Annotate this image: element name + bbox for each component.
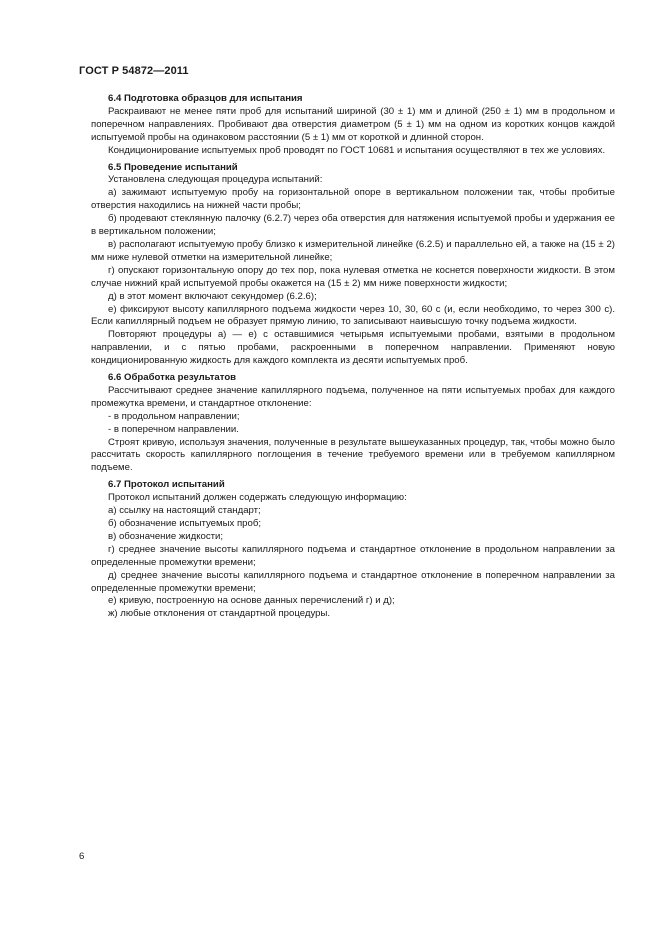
paragraph: Установлена следующая процедура испытаний: <box>108 174 323 186</box>
list-item: б) продевают стеклянную палочку (6.2.7) через оба отверстия для натяжения испытуемой пробы и удержания ее в вертикальном положении; <box>91 213 615 238</box>
list-item: г) опускают горизонтальную опору до тех пор, пока нулевая отметка не коснется поверхности жидкости. В этом случае нижний край испытуемой пробы окажется на (15 ± 2) мм ниже поверхности жидкости; <box>91 264 615 289</box>
section-heading: 6.6 Обработка результатов <box>108 372 237 384</box>
page-number: 6 <box>79 851 85 862</box>
list-item: е) фиксируют высоту капиллярного подъема жидкости через 10, 30, 60 с (и, если необходимо, то через 300 с). Если капиллярный подъем не образует прямую линию, то записывают наивысшую точку подъема жидкости. <box>91 303 615 328</box>
section-6-5 <box>91 162 615 369</box>
list-item: ж) любые отклонения от стандартной процедуры. <box>108 608 331 620</box>
paragraph: Рассчитывают среднее значение капиллярного подъема, полученное на пяти испытуемых пробах для каждого промежутка времени, и стандартное отклонение: <box>91 384 615 409</box>
paragraph: Раскраивают не менее пяти проб для испытаний шириной (30 ± 1) мм и длиной (250 ± 1) мм в продольном и поперечном направлениях. Пробивают два отверстия диаметром (5 ± 1) мм на одном из коротких концов каждой испытуемой пробы на одинаковом расстоянии (5 ± 1) мм от короткой и длинной сторон. <box>91 105 615 143</box>
section-6-4 <box>91 93 615 158</box>
list-item: е) кривую, построенную на основе данных перечислений г) и д); <box>108 595 395 607</box>
paragraph: Кондиционирование испытуемых проб проводят по ГОСТ 10681 и испытания осуществляют в тех же условиях. <box>108 144 606 156</box>
paragraph: Строят кривую, используя значения, полученные в результате вышеуказанных процедур, так, чтобы можно было рассчитать скорость капиллярного поглощения в течение требуемого времени или в требуемом капиллярном подъеме. <box>91 436 615 474</box>
list-item: а) ссылку на настоящий стандарт; <box>108 505 261 517</box>
list-item: б) обозначение испытуемых проб; <box>108 518 261 529</box>
section-heading: 6.5 Проведение испытаний <box>108 161 238 173</box>
dash-list-item: - в продольном направлении; <box>108 410 240 422</box>
section-6-7 <box>91 479 615 621</box>
section-heading: 6.7 Протокол испытаний <box>108 479 225 491</box>
list-item: д) в этот момент включают секундомер (6.2.6); <box>108 290 317 302</box>
document-body <box>91 93 615 621</box>
dash-list-item: - в поперечном направлении. <box>108 423 239 435</box>
document-header: ГОСТ Р 54872—2011 <box>79 65 189 77</box>
list-item: в) обозначение жидкости; <box>108 530 224 542</box>
list-item: д) среднее значение высоты капиллярного подъема и стандартное отклонение в поперечном направлении за определенные промежутки времени; <box>91 569 615 594</box>
paragraph: Протокол испытаний должен содержать следующую информацию: <box>108 492 407 504</box>
section-heading: 6.4 Подготовка образцов для испытания <box>108 93 303 104</box>
section-6-6 <box>91 372 615 475</box>
list-item: а) зажимают испытуемую пробу на горизонтальной опоре в вертикальном положении так, чтобы пробитые отверстия находились на нижней части пробы; <box>91 187 615 212</box>
list-item: г) среднее значение высоты капиллярного подъема и стандартное отклонение в продольном направлении за определенные промежутки времени; <box>91 543 615 568</box>
list-item: в) располагают испытуемую пробу близко к измерительной линейке (6.2.5) и параллельно ей, а также на (15 ± 2) мм ниже нулевой отметки на измерительной линейке; <box>91 238 615 263</box>
paragraph: Повторяют процедуры а) — е) с оставшимися четырьмя испытуемыми пробами, взятыми в продольном направлении, и с пятью пробами, раскроенными в поперечном направлении. Применяют новую кондиционированную жидкость для каждого комплекта из десяти испытуемых проб. <box>91 329 615 367</box>
